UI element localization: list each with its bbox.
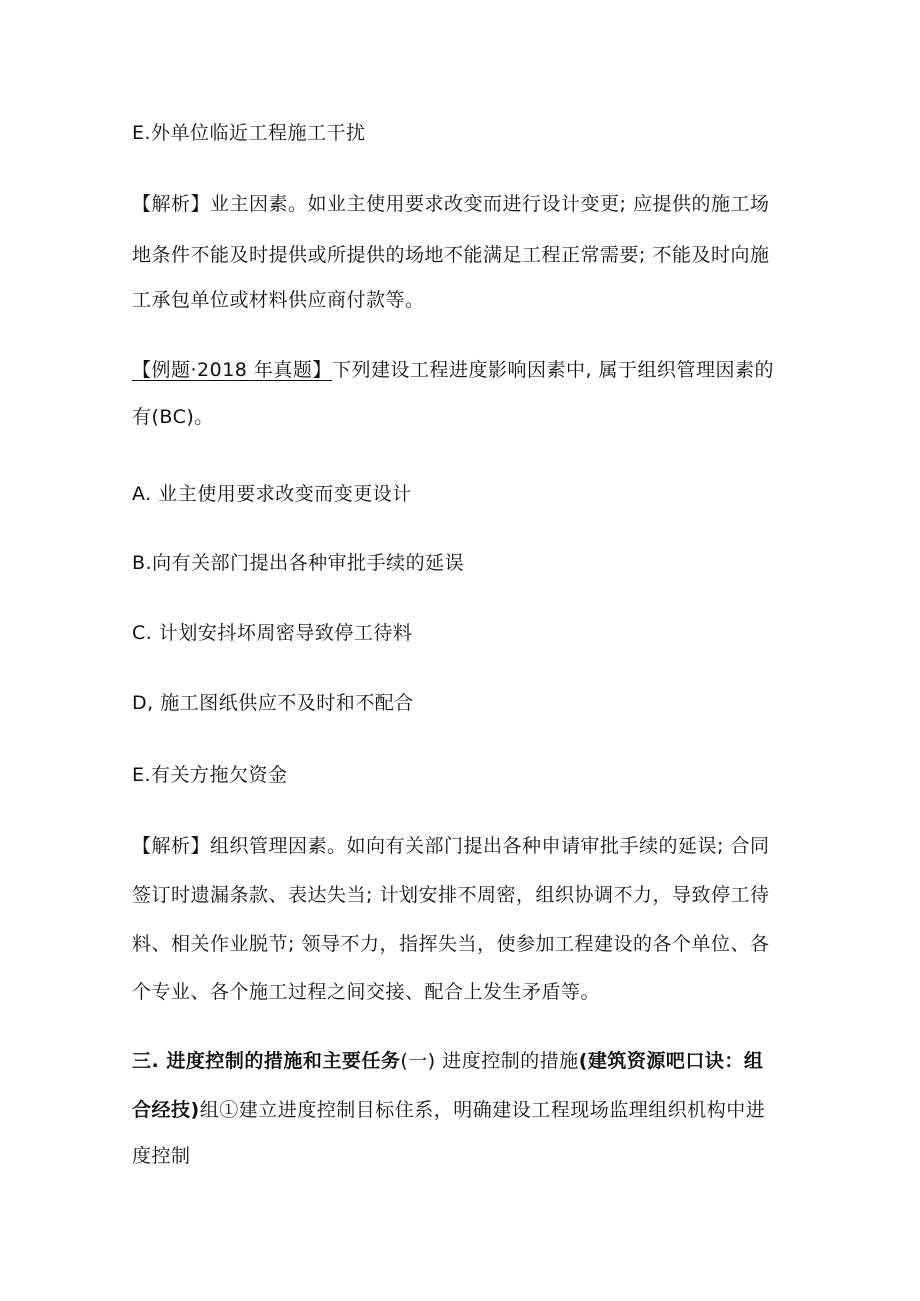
analysis-2-line-4: 个专业、各个施工过程之间交接、配合上发生矛盾等。	[132, 981, 601, 1003]
option-e: E.有关方拖欠资金	[132, 764, 288, 786]
analysis-1-line-3: 工承包单位或材料供应商付款等。	[132, 289, 425, 311]
analysis-1-line-2: 地条件不能及时提供或所提供的场地不能满足工程正常需要; 不能及时向施	[132, 244, 770, 266]
analysis-2-line-3: 料、相关作业脱节; 领导不力，指挥失当，使参加工程建设的各个单位、各	[132, 933, 770, 955]
section-heading-line-1	[132, 1049, 792, 1073]
example-tag: 【例题·2018 年真题】	[132, 359, 332, 381]
mnemonic-label: (建筑资源吧口诀：组	[578, 1050, 764, 1072]
example-question-line-1	[132, 358, 792, 382]
analysis-2-line-2: 签订时遗漏条款、表达失当; 计划安排不周密，组织协调不力，导致停工待	[132, 884, 770, 906]
subsection-heading: (一) 进度控制的措施	[400, 1050, 579, 1072]
example-question-line-2: 有(BC)。	[132, 406, 214, 428]
option-d: D, 施工图纸供应不及时和不配合	[132, 692, 414, 714]
option-c: C. 计划安抖坏周密导致停工待料	[132, 622, 413, 644]
section-heading: 三. 进度控制的措施和主要任务	[132, 1050, 401, 1072]
measure-text: 组①建立进度控制目标住系，明确建设工程现场监理组织机构中进	[199, 1099, 766, 1121]
option-b: B.向有关部门提出各种审批手续的延误	[132, 552, 465, 574]
section-heading-line-3: 度控制	[132, 1145, 191, 1167]
section-heading-line-2	[132, 1098, 792, 1122]
example-question-text: 下列建设工程进度影响因素中, 属于组织管理因素的	[331, 359, 775, 381]
mnemonic-label-end: 合经技)	[132, 1099, 200, 1121]
option-e-prev: E.外单位临近工程施工干扰	[132, 122, 366, 144]
option-a: A. 业主使用要求改变而变更设计	[132, 483, 412, 505]
analysis-2-line-1: 【解析】组织管理因素。如向有关部门提出各种申请审批手续的延误; 合同	[132, 835, 770, 857]
analysis-1-line-1: 【解析】业主因素。如业主使用要求改变而进行设计变更; 应提供的施工场	[132, 193, 770, 215]
